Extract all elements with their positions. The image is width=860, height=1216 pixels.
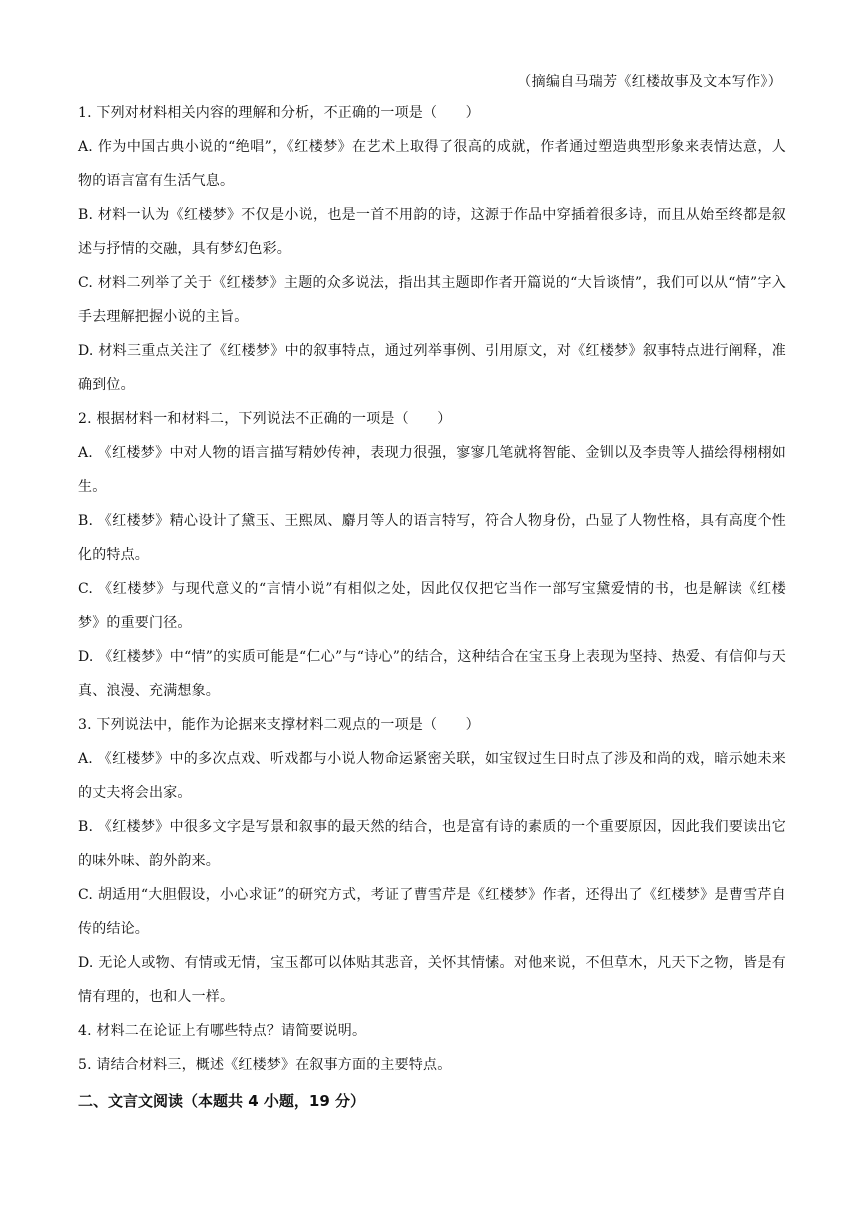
option-b: B. 《红楼梦》中很多文字是写景和叙事的最天然的结合，也是富有诗的素质的一个重要原因，因此我们要读出它的味外味、韵外韵来。 <box>78 819 786 869</box>
section-heading: 二、文言文阅读（本题共 4 小题，19 分） <box>78 1092 365 1110</box>
question-stem: 5. 请结合材料三，概述《红楼梦》在叙事方面的主要特点。 <box>78 1057 452 1073</box>
question-3 <box>78 708 786 1014</box>
option-c: C. 《红楼梦》与现代意义的“言情小说”有相似之处，因此仅仅把它当作一部写宝黛爱情的书，也是解读《红楼梦》的重要门径。 <box>78 581 786 631</box>
question-stem: 1. 下列对材料相关内容的理解和分析，不正确的一项是（ ） <box>78 105 480 121</box>
option-b: B. 材料一认为《红楼梦》不仅是小说，也是一首不用韵的诗，这源于作品中穿插着很多诗，而且从始至终都是叙述与抒情的交融，具有梦幻色彩。 <box>78 207 786 257</box>
question-stem: 4. 材料二在论证上有哪些特点？请简要说明。 <box>78 1023 367 1039</box>
option-a: A. 《红楼梦》中的多次点戏、听戏都与小说人物命运紧密关联，如宝钗过生日时点了涉及和尚的戏，暗示她未来的丈夫将会出家。 <box>78 751 786 801</box>
question-4 <box>78 1014 786 1048</box>
option-c: C. 胡适用“大胆假设，小心求证”的研究方式，考证了曹雪芹是《红楼梦》作者，还得出了《红楼梦》是曹雪芹自传的结论。 <box>78 887 786 937</box>
question-1 <box>78 96 786 402</box>
question-stem: 2. 根据材料一和材料二，下列说法不正确的一项是（ ） <box>78 411 452 427</box>
option-a: A. 《红楼梦》中对人物的语言描写精妙传神，表现力很强，寥寥几笔就将智能、金钏以及李贵等人描绘得栩栩如生。 <box>78 445 786 495</box>
source-citation: （摘编自马瑞芳《红楼故事及文本写作》） <box>517 74 782 90</box>
document-page <box>78 68 786 1118</box>
option-b: B. 《红楼梦》精心设计了黛玉、王熙凤、麝月等人的语言特写，符合人物身份，凸显了人物性格，具有高度个性化的特点。 <box>78 513 786 563</box>
option-c: C. 材料二列举了关于《红楼梦》主题的众多说法，指出其主题即作者开篇说的“大旨谈情”，我们可以从“情”字入手去理解把握小说的主旨。 <box>78 275 786 325</box>
option-a: A. 作为中国古典小说的“绝唱”，《红楼梦》在艺术上取得了很高的成就，作者通过塑造典型形象来表情达意，人物的语言富有生活气息。 <box>78 139 786 189</box>
option-d: D. 《红楼梦》中“情”的实质可能是“仁心”与“诗心”的结合，这种结合在宝玉身上表现为坚持、热爱、有信仰与天真、浪漫、充满想象。 <box>78 649 786 699</box>
question-stem: 3. 下列说法中，能作为论据来支撑材料二观点的一项是（ ） <box>78 717 480 733</box>
question-2 <box>78 402 786 708</box>
question-5 <box>78 1048 786 1082</box>
option-d: D. 无论人或物、有情或无情，宝玉都可以体贴其悲音，关怀其情愫。对他来说，不但草木，凡天下之物，皆是有情有理的，也和人一样。 <box>78 955 786 1005</box>
option-d: D. 材料三重点关注了《红楼梦》中的叙事特点，通过列举事例、引用原文，对《红楼梦》叙事特点进行阐释，准确到位。 <box>78 343 786 393</box>
